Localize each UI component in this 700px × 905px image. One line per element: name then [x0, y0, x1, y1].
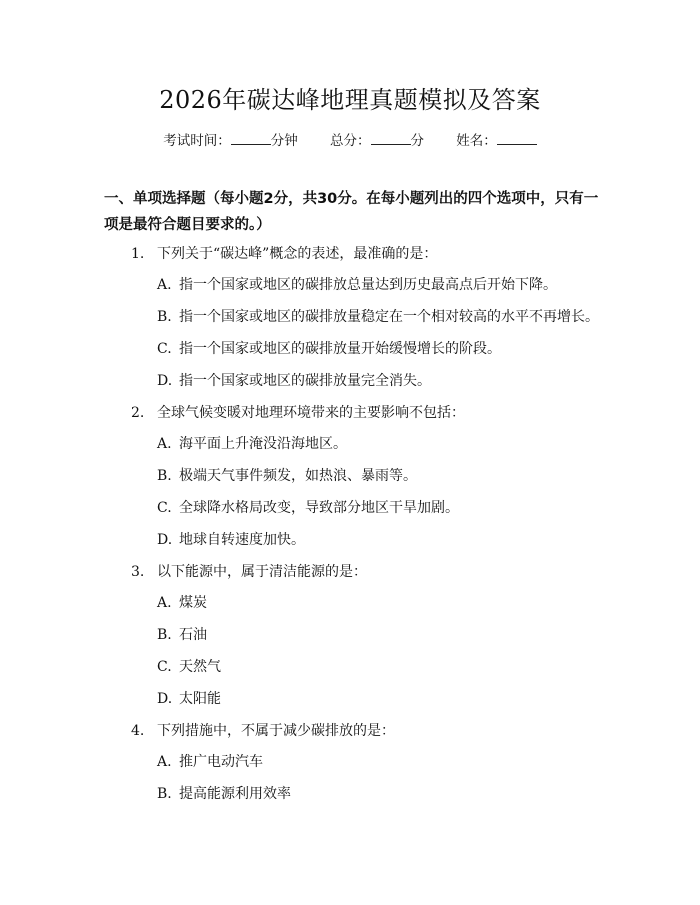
option-4a [157, 752, 263, 772]
option-text: 全球降水格局改变，导致部分地区干旱加剧。 [179, 500, 459, 516]
option-text: 推广电动汽车 [179, 754, 263, 770]
exam-meta [0, 131, 700, 151]
option-text: 天然气 [179, 659, 221, 675]
question-number: 4. [131, 723, 145, 739]
time-field [163, 131, 298, 151]
option-2c [157, 498, 459, 518]
name-field [456, 131, 537, 151]
option-letter: A. [157, 754, 172, 770]
option-1a [157, 275, 557, 295]
option-letter: C. [157, 500, 172, 516]
score-label: 总分： [330, 133, 371, 149]
option-1b [157, 307, 599, 327]
question-text: 以下能源中，属于清洁能源的是： [157, 564, 367, 580]
option-text: 指一个国家或地区的碳排放量完全消失。 [179, 373, 431, 389]
option-letter: C. [157, 659, 172, 675]
option-text: 海平面上升淹没沿海地区。 [179, 436, 347, 452]
option-3d [157, 689, 221, 709]
section-title: 一、单项选择题（每小题2分，共30分。在每小题列出的四个选项中，只有一项是最符合题目要求的。） [104, 191, 599, 233]
name-blank [497, 132, 537, 145]
score-blank [371, 132, 411, 145]
time-unit: 分钟 [270, 133, 298, 149]
option-1d [157, 371, 431, 391]
option-text: 煤炭 [179, 595, 207, 611]
option-text: 提高能源利用效率 [179, 786, 291, 802]
question-number: 1. [131, 246, 145, 262]
option-letter: D. [157, 691, 173, 707]
option-text: 指一个国家或地区的碳排放量开始缓慢增长的阶段。 [179, 341, 501, 357]
option-letter: B. [157, 786, 172, 802]
option-4b [157, 784, 291, 804]
option-text: 指一个国家或地区的碳排放量稳定在一个相对较高的水平不再增长。 [179, 309, 599, 325]
option-3b [157, 625, 207, 645]
option-2d [157, 530, 305, 550]
question-4 [131, 721, 395, 741]
option-letter: C. [157, 341, 172, 357]
option-text: 指一个国家或地区的碳排放总量达到历史最高点后开始下降。 [179, 277, 557, 293]
option-letter: D. [157, 532, 173, 548]
option-3c [157, 657, 221, 677]
question-1 [131, 244, 437, 264]
option-3a [157, 593, 207, 613]
option-text: 极端天气事件频发，如热浪、暴雨等。 [179, 468, 417, 484]
option-letter: B. [157, 309, 172, 325]
option-1c [157, 339, 501, 359]
option-letter: B. [157, 627, 172, 643]
question-3 [131, 562, 367, 582]
option-2a [157, 434, 347, 454]
question-text: 全球气候变暖对地理环境带来的主要影响不包括： [157, 405, 465, 421]
option-letter: B. [157, 468, 172, 484]
option-letter: A. [157, 436, 172, 452]
question-number: 2. [131, 405, 145, 421]
page-title: 2026年碳达峰地理真题模拟及答案 [159, 86, 541, 114]
question-text: 下列措施中，不属于减少碳排放的是： [157, 723, 395, 739]
score-unit: 分 [410, 133, 424, 149]
option-letter: A. [157, 277, 172, 293]
time-blank [231, 132, 271, 145]
option-text: 石油 [179, 627, 207, 643]
option-2b [157, 466, 417, 486]
question-2 [131, 403, 465, 423]
score-field [330, 131, 424, 151]
question-text: 下列关于“碳达峰”概念的表述，最准确的是： [157, 246, 438, 262]
question-number: 3. [131, 564, 145, 580]
time-label: 考试时间： [163, 133, 231, 149]
option-letter: A. [157, 595, 172, 611]
name-label: 姓名： [456, 133, 497, 149]
option-text: 太阳能 [179, 691, 221, 707]
option-text: 地球自转速度加快。 [179, 532, 305, 548]
option-letter: D. [157, 373, 173, 389]
